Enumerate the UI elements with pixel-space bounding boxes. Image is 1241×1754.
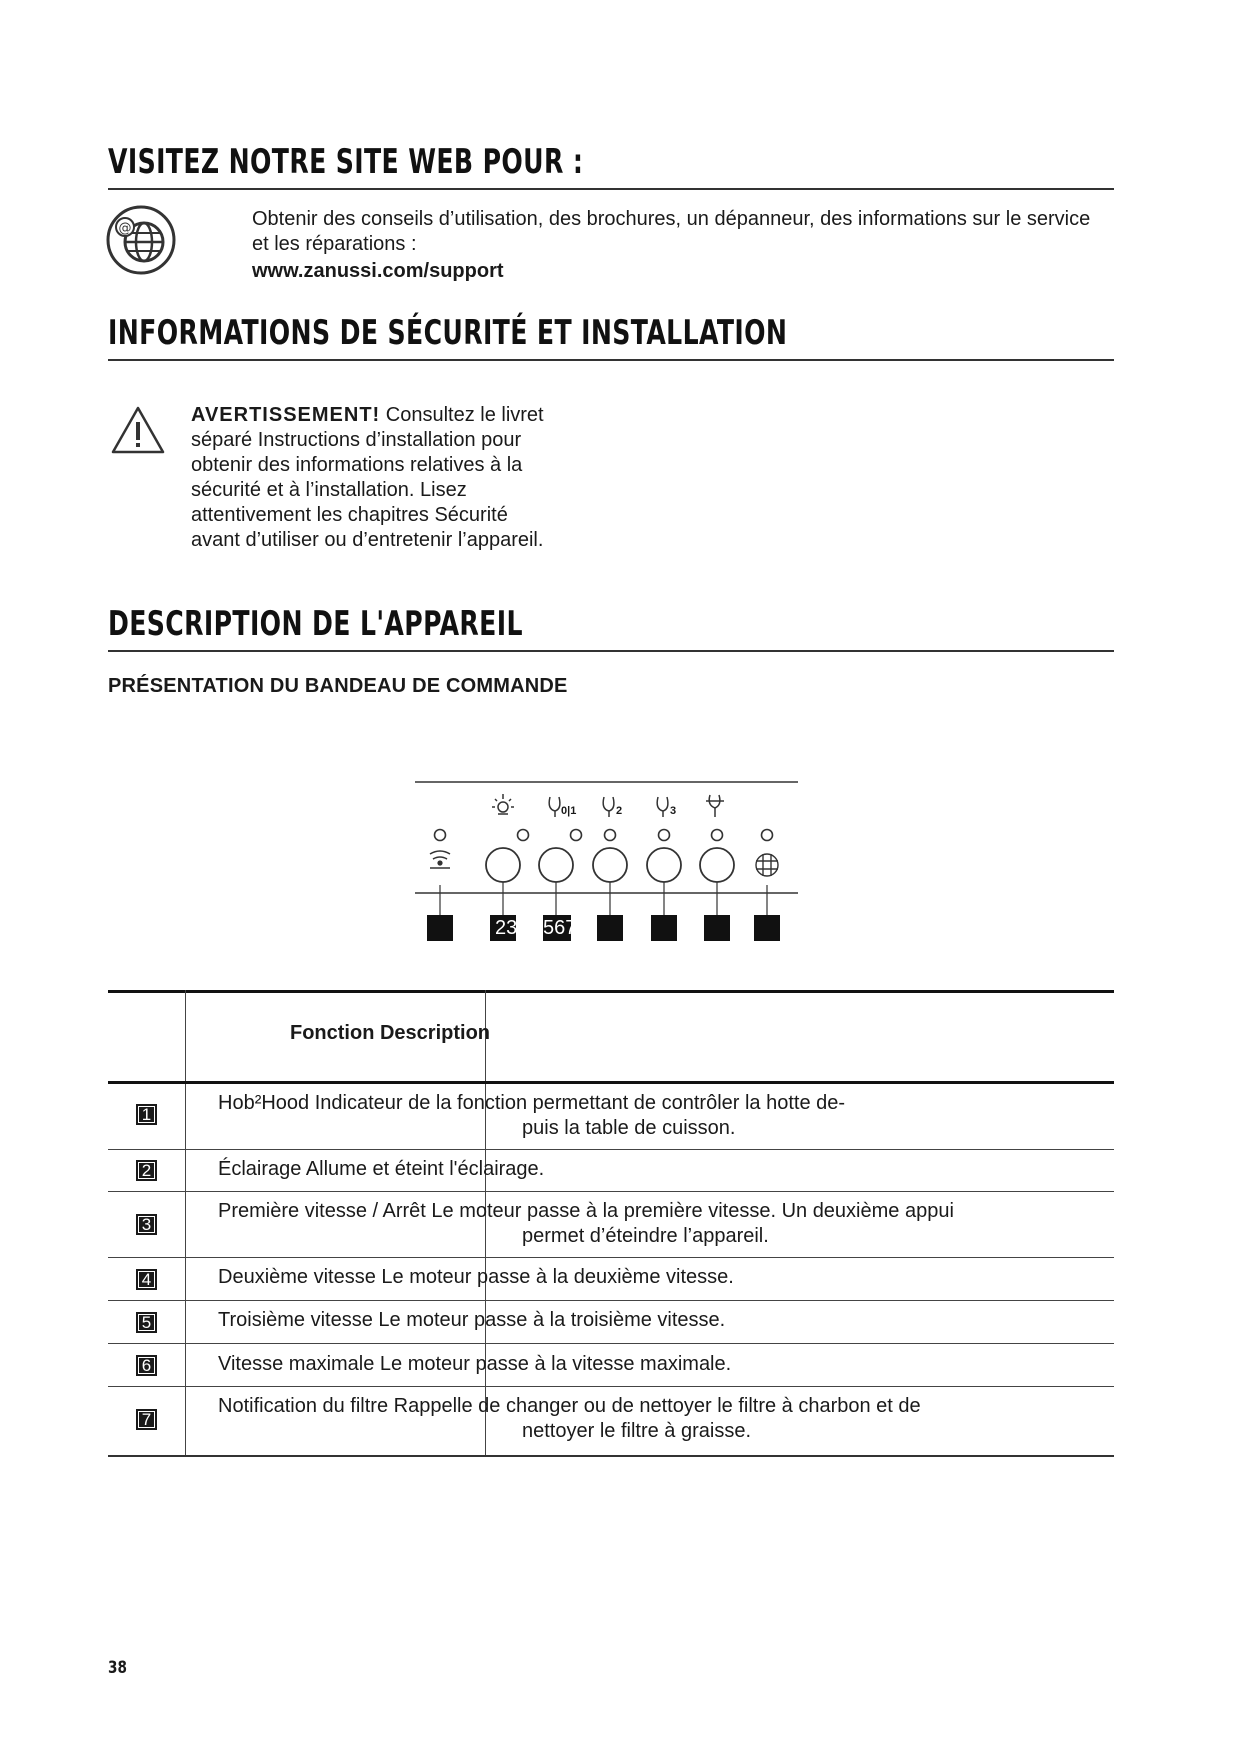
fan-icon-3 (657, 797, 668, 817)
page-number: 38 (108, 1658, 127, 1678)
table-row: Notification du filtre Rappelle de changer ou de nettoyer le filtre à charbon et de nettoyer le filtre à graisse. (218, 1395, 921, 1442)
callout-5-6-7: 567 (543, 917, 577, 939)
section-title-safety: INFORMATIONS DE SÉCURITÉ ET INSTALLATION (108, 313, 788, 353)
row-number-badge: 1 (136, 1104, 157, 1125)
warning-text: Consultez le livret séparé Instructions d’installation pour obtenir des informations relatives à la sécurité et à l’installation. Lisez attentivement les chapitres Sécurité avant d’utiliser ou d’entretenir l’appareil. (191, 404, 544, 551)
row-divider (108, 1386, 1114, 1387)
warning-triangle-icon (110, 405, 166, 460)
table-header-rule (108, 1081, 1114, 1084)
table-header: Fonction Description (290, 1022, 490, 1044)
row-divider (108, 1300, 1114, 1301)
row-divider (108, 1191, 1114, 1192)
section-rule (108, 188, 1114, 190)
callout-5 (651, 915, 677, 941)
table-row: Première vitesse / Arrêt Le moteur passe à la première vitesse. Un deuxième appui permet d’éteindre l’appareil. (218, 1200, 954, 1247)
table-row: Vitesse maximale Le moteur passe à la vitesse maximale. (218, 1353, 732, 1375)
warning-block (191, 403, 561, 553)
callout-2-3: 23 (490, 915, 516, 941)
row-number-badge: 3 (136, 1214, 157, 1235)
table-row: Deuxième vitesse Le moteur passe à la deuxième vitesse. (218, 1266, 734, 1288)
callout-7 (754, 915, 780, 941)
table-bottom-rule (108, 1455, 1114, 1457)
section-title-description: DESCRIPTION DE L'APPAREIL (108, 604, 523, 644)
filter-icon (756, 854, 778, 876)
fan-icon-1 (549, 797, 560, 817)
warning-label: AVERTISSEMENT! (191, 404, 381, 426)
table-top-rule (108, 990, 1114, 993)
section-rule (108, 359, 1114, 361)
hob2hood-icon (430, 851, 450, 868)
table-row: Troisième vitesse Le moteur passe à la troisième vitesse. (218, 1309, 726, 1331)
row-number-badge: 7 (136, 1409, 157, 1430)
row-number-badge: 2 (136, 1160, 157, 1181)
row-number-badge: 6 (136, 1355, 157, 1376)
support-link[interactable]: www.zanussi.com/support (252, 260, 504, 282)
row-divider (108, 1257, 1114, 1258)
row-number-badge: 4 (136, 1269, 157, 1290)
website-description: Obtenir des conseils d’utilisation, des brochures, un dépanneur, des informations sur le service et les réparations : (252, 208, 1091, 255)
row-number-badge: 5 (136, 1312, 157, 1333)
svg-text:@: @ (118, 221, 132, 236)
callout-4 (597, 915, 623, 941)
fan-label-1: 0|1 (561, 805, 577, 817)
subsection-title: PRÉSENTATION DU BANDEAU DE COMMANDE (108, 675, 568, 697)
callout-6 (704, 915, 730, 941)
callout-1 (427, 915, 453, 941)
fan-icon-2 (603, 797, 614, 817)
row-divider (108, 1343, 1114, 1344)
fan-label-3: 3 (670, 805, 677, 817)
light-bulb-icon (492, 794, 514, 814)
table-row: Éclairage Allume et éteint l'éclairage. (218, 1158, 545, 1180)
table-row: Hob²Hood Indicateur de la fonction permettant de contrôler la hotte de- puis la table de cuisson. (218, 1092, 846, 1139)
section-title-website: VISITEZ NOTRE SITE WEB POUR : (108, 142, 584, 182)
fan-label-2: 2 (616, 805, 623, 817)
fan-icon-max (706, 795, 724, 817)
globe-at-icon (106, 205, 176, 280)
section-rule (108, 650, 1114, 652)
row-divider (108, 1149, 1114, 1150)
